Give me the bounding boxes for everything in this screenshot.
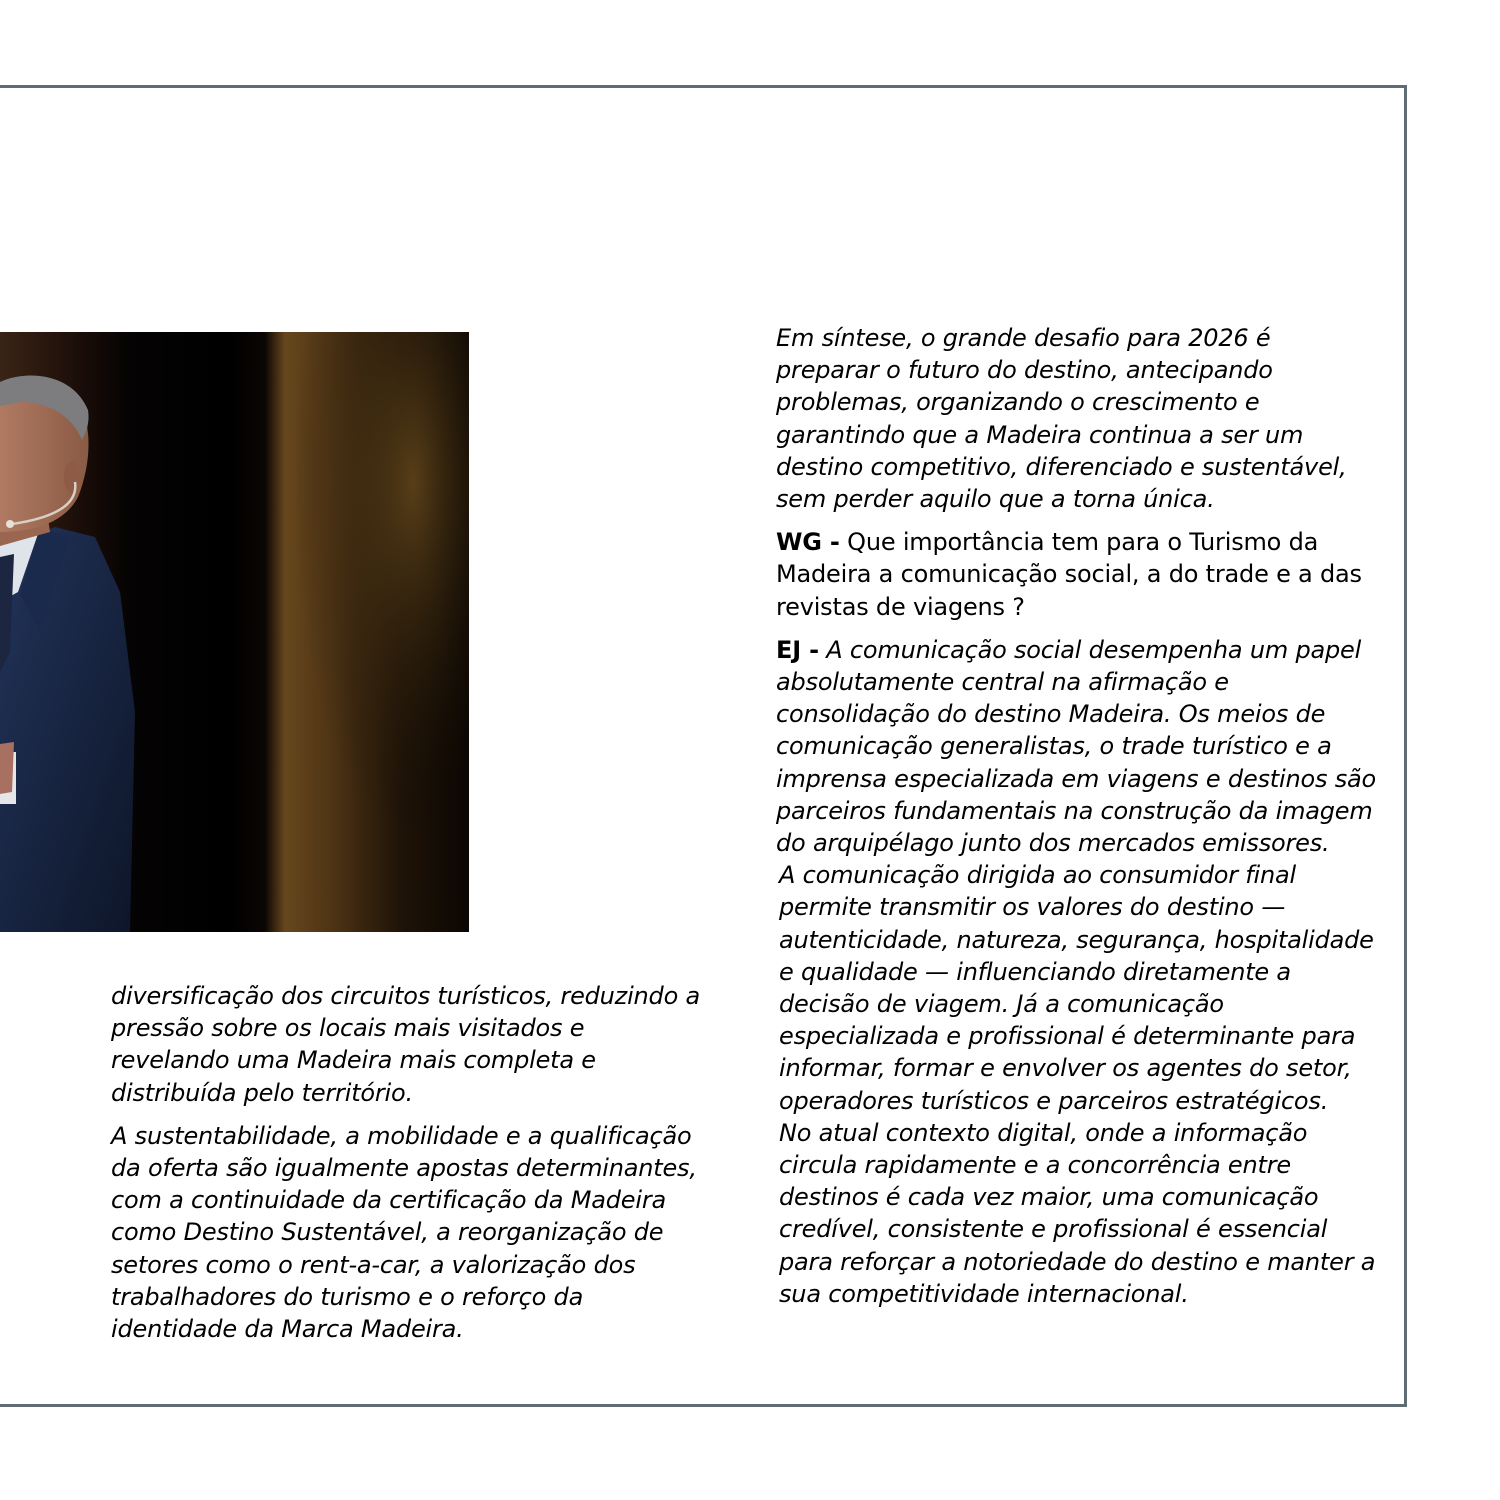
paragraph-diversification: diversificação dos circuitos turísticos, reduzindo a pressão sobre os locais mais visitados e revelando uma Madeira mais completa e distribuída pelo território. [111, 982, 701, 1107]
answer-tag: EJ - [776, 635, 819, 664]
answer-text-1: A comunicação social desempenha um papel absolutamente central na afirmação e consolidação do destino Madeira. Os meios de comunicação generalistas, o trade turístico e a imprensa especializada em viagens e destinos são parceiros fundamentais na construção da imagem do arquipélago junto dos mercados emissores. [776, 635, 1377, 858]
answer-paragraph [776, 634, 1376, 859]
answer-text-3: No atual contexto digital, onde a informação circula rapidamente e a concorrência entre destinos é cada vez maior, uma comunicação credível, consistente e profissional é essencial para reforçar a notoriedade do destino e manter a sua competitividade internacional. [779, 1118, 1376, 1308]
paragraph-summary: Em síntese, o grande desafio para 2026 é preparar o futuro do destino, antecipando problemas, organizando o crescimento e garantindo que a Madeira continua a ser um destino competitivo, diferenciado e sustentável, sem perder aquilo que a torna única. [776, 324, 1347, 514]
speaker-photo [0, 332, 469, 932]
right-text-column [776, 322, 1376, 1310]
question-paragraph [776, 526, 1376, 623]
speaker-photo-illustration [0, 332, 469, 932]
question-text: Que importância tem para o Turismo da Madeira a comunicação social, a do trade e a das revistas de viagens ? [776, 528, 1362, 621]
answer-text-2: A comunicação dirigida ao consumidor final permite transmitir os valores do destino — autenticidade, natureza, segurança, hospitalidade e qualidade — influenciando diretamente a decisão de viagem. Já a comunicação especializada e profissional é determinante para informar, formar e envolver os agentes do setor, operadores turísticos e parceiros estratégicos. [779, 861, 1374, 1115]
question-tag: WG - [776, 528, 840, 557]
paragraph-sustainability: A sustentabilidade, a mobilidade e a qualificação da oferta são igualmente apostas determinantes, com a continuidade da certificação da Madeira como Destino Sustentável, a reorganização de setores como o rent-a-car, a valorização dos trabalhadores do turismo e o reforço da identidade da Marca Madeira. [111, 1121, 697, 1344]
left-text-column [111, 980, 701, 1356]
